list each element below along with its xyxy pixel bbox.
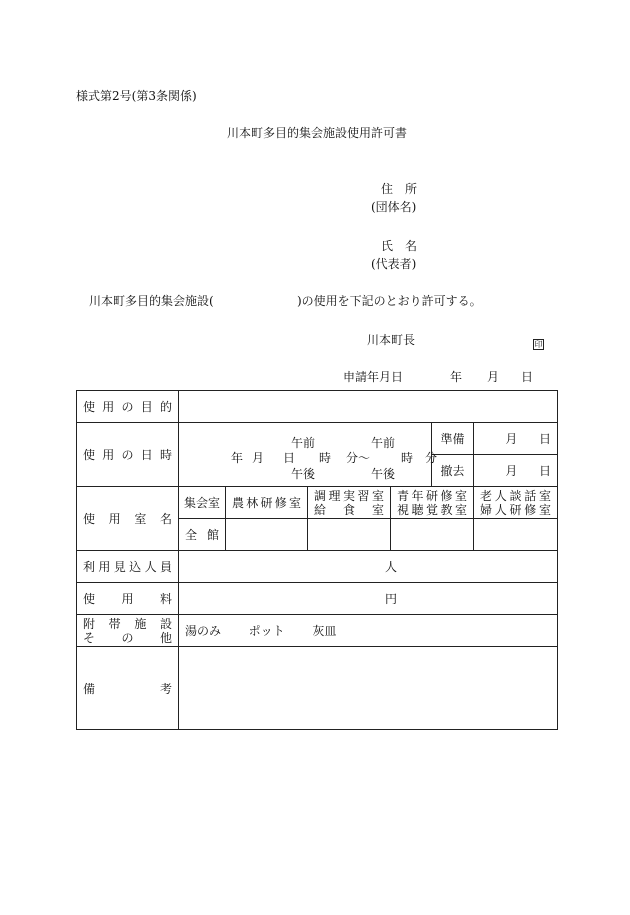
room-elder-line1: 老 人 談 話 室 (480, 488, 552, 503)
prep-month: 月 (505, 432, 518, 446)
attendance-label-cell (77, 551, 179, 583)
time-hour-end: 時 (401, 451, 414, 465)
pm-marker-start: 午後 (291, 467, 316, 481)
form-number: 様式第2号(第3条関係) (76, 89, 197, 103)
remarks-value-cell[interactable] (179, 647, 558, 730)
prep-date-cell[interactable] (474, 423, 558, 455)
application-date-year: 年 (450, 370, 463, 384)
room-cooking-cell (308, 487, 391, 519)
teardown-date-cell[interactable] (474, 455, 558, 487)
attendance-value-cell[interactable] (179, 551, 558, 583)
room-assembly: 集会室 (183, 496, 220, 510)
fee-label: 使 用 料 (83, 592, 172, 606)
room-whole-building: 全 館 (185, 528, 219, 542)
address-label: 住 所 (381, 182, 418, 196)
time-minute-end: 分 (425, 451, 438, 465)
room-label-cell (77, 487, 179, 551)
pm-marker-end: 午後 (371, 467, 396, 481)
datetime-label-cell (77, 423, 179, 487)
teardown-month: 月 (505, 464, 518, 478)
facilities-label-line2: そ の 他 (83, 630, 172, 645)
room-elder-entry[interactable] (474, 519, 558, 551)
room-elder-line2: 婦 人 研 修 室 (480, 502, 552, 517)
application-date-day: 日 (521, 370, 534, 384)
prep-label-cell (432, 423, 474, 455)
room-youth-line1: 青 年 研 修 室 (397, 488, 467, 503)
date-year: 年 (231, 451, 244, 465)
purpose-label: 使 用 の 目 的 (83, 400, 172, 414)
room-farm-study-cell (226, 487, 308, 519)
permit-table (76, 390, 558, 730)
datetime-label: 使 用 の 日 時 (83, 448, 172, 462)
facility-item: 湯のみ (185, 624, 222, 638)
group-name-label: (団体名) (371, 200, 417, 214)
fee-unit: 円 (385, 592, 398, 606)
purpose-value-cell[interactable] (179, 391, 558, 423)
representative-label: (代表者) (371, 257, 417, 271)
am-marker-end: 午前 (371, 436, 396, 450)
permission-text-prefix: 川本町多目的集会施設( (89, 294, 214, 308)
teardown-day: 日 (539, 464, 552, 478)
fee-value-cell[interactable] (179, 583, 558, 615)
purpose-label-cell (77, 391, 179, 423)
facility-item: 灰皿 (312, 624, 337, 638)
room-cooking-entry[interactable] (308, 519, 391, 551)
application-date-label: 申請年月日 (343, 370, 404, 384)
room-farm-study: 農 林 研 修 室 (232, 496, 301, 510)
room-cooking-line2: 給 食 室 (314, 502, 384, 517)
room-elder-cell (474, 487, 558, 519)
room-assembly-cell (179, 487, 226, 519)
remarks-label-cell (77, 647, 179, 730)
prep-label: 準備 (440, 432, 465, 446)
time-minute-range: 分〜 (346, 451, 371, 465)
room-label: 使 用 室 名 (83, 512, 172, 526)
room-farm-study-entry[interactable] (226, 519, 308, 551)
teardown-label: 撤去 (440, 464, 465, 478)
remarks-label: 備 考 (83, 681, 172, 696)
facilities-value-cell[interactable] (179, 615, 558, 647)
fee-label-cell (77, 583, 179, 615)
seal-mark: 印 (534, 340, 543, 349)
permission-text-suffix: )の使用を下記のとおり許可する。 (297, 294, 482, 308)
name-label: 氏 名 (381, 239, 418, 253)
facility-item: ポット (248, 624, 285, 638)
prep-day: 日 (539, 432, 552, 446)
room-youth-line2: 視 聴 覚 教 室 (397, 502, 467, 517)
attendance-unit: 人 (385, 560, 398, 574)
room-youth-entry[interactable] (391, 519, 474, 551)
document-title: 川本町多目的集会施設使用許可書 (227, 126, 408, 140)
room-youth-cell (391, 487, 474, 519)
date-day: 日 (283, 451, 296, 465)
application-date-month: 月 (487, 370, 500, 384)
attendance-label: 利 用 見 込 人 員 (83, 560, 172, 574)
teardown-label-cell (432, 455, 474, 487)
date-month: 月 (252, 451, 265, 465)
issuer-title: 川本町長 (367, 333, 416, 347)
room-whole-building-cell (179, 519, 226, 551)
time-hour-start: 時 (319, 451, 332, 465)
facilities-label-line1: 附 帯 施 設 (83, 616, 172, 631)
room-cooking-line1: 調 理 実 習 室 (314, 488, 384, 503)
am-marker-start: 午前 (291, 436, 316, 450)
datetime-value-cell[interactable] (179, 423, 438, 487)
facilities-label-cell (77, 615, 179, 647)
